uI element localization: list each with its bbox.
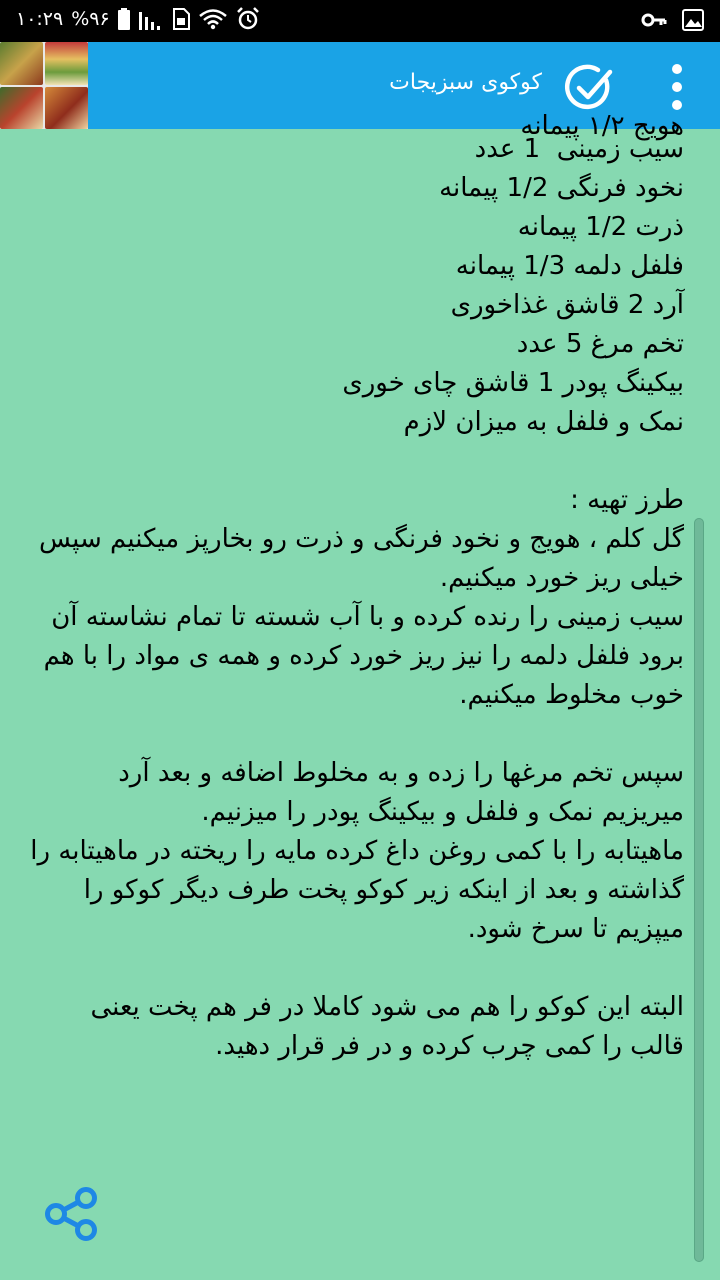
partial-ingredient-line: هویج ۱/۲ پیمانه: [520, 111, 684, 141]
recipe-text: سیب زمینی 1 عدد نخود فرنگی 1/2 پیمانه ذرت 1/2 پیمانه فلفل دلمه 1/3 پیمانه آرد 2 قاشق غذاخوری تخم مرغ 5 عدد بیکینگ پودر 1 قاشق چای خوری نمک و فلفل به میزان لازم طرز تهیه : گل کلم ، هویج و نخود فرنگی و ذرت رو بخارپز میکنیم سپس خیلی ریز خورد میکنیم. سیب زمینی را رنده کرده و با آب شسته تا تمام نشاسته آن برود فلفل دلمه را نیز ریز خورد کرده و همه ی مواد را با هم خوب مخلوط میکنیم. سپس تخم مرغها را زده و به مخلوط اضافه و بعد آرد میریزیم نمک و فلفل و بیکینگ پودر را میزنیم. ماهیتابه را با کمی روغن داغ کرده مایه را ریخته در ماهیتابه را گذاشته و بعد از اینکه زیر کوکو پخت طرف دیگر کوکو را میپزیم تا سرخ شود. البته این کوکو را هم می شود کاملا در فر هم پخت یعنی قالب را کمی چرب کرده و در فر قرار دهید.: [30, 134, 684, 1061]
image-icon: [682, 9, 704, 31]
status-bar: [0, 0, 720, 42]
key-icon: [642, 13, 666, 27]
battery-percent: %۹۶: [71, 8, 110, 30]
sim-icon: [172, 8, 190, 30]
status-right: [642, 9, 704, 31]
share-icon[interactable]: [44, 1186, 100, 1242]
check-circle-icon[interactable]: [566, 64, 614, 112]
more-vert-icon[interactable]: [660, 60, 694, 114]
scrollbar[interactable]: [694, 518, 704, 1262]
battery-icon: [118, 8, 130, 30]
food-thumb-1: [0, 42, 43, 85]
signal-icon: [138, 8, 164, 30]
alarm-icon: [236, 7, 260, 31]
status-left: [16, 7, 260, 31]
recipe-content[interactable]: [30, 111, 684, 1280]
wifi-icon: [198, 8, 228, 30]
food-thumb-2: [45, 42, 88, 85]
page-title: کوکوی سبزیجات: [389, 70, 542, 95]
status-time: ۱۰:۲۹: [16, 8, 64, 30]
